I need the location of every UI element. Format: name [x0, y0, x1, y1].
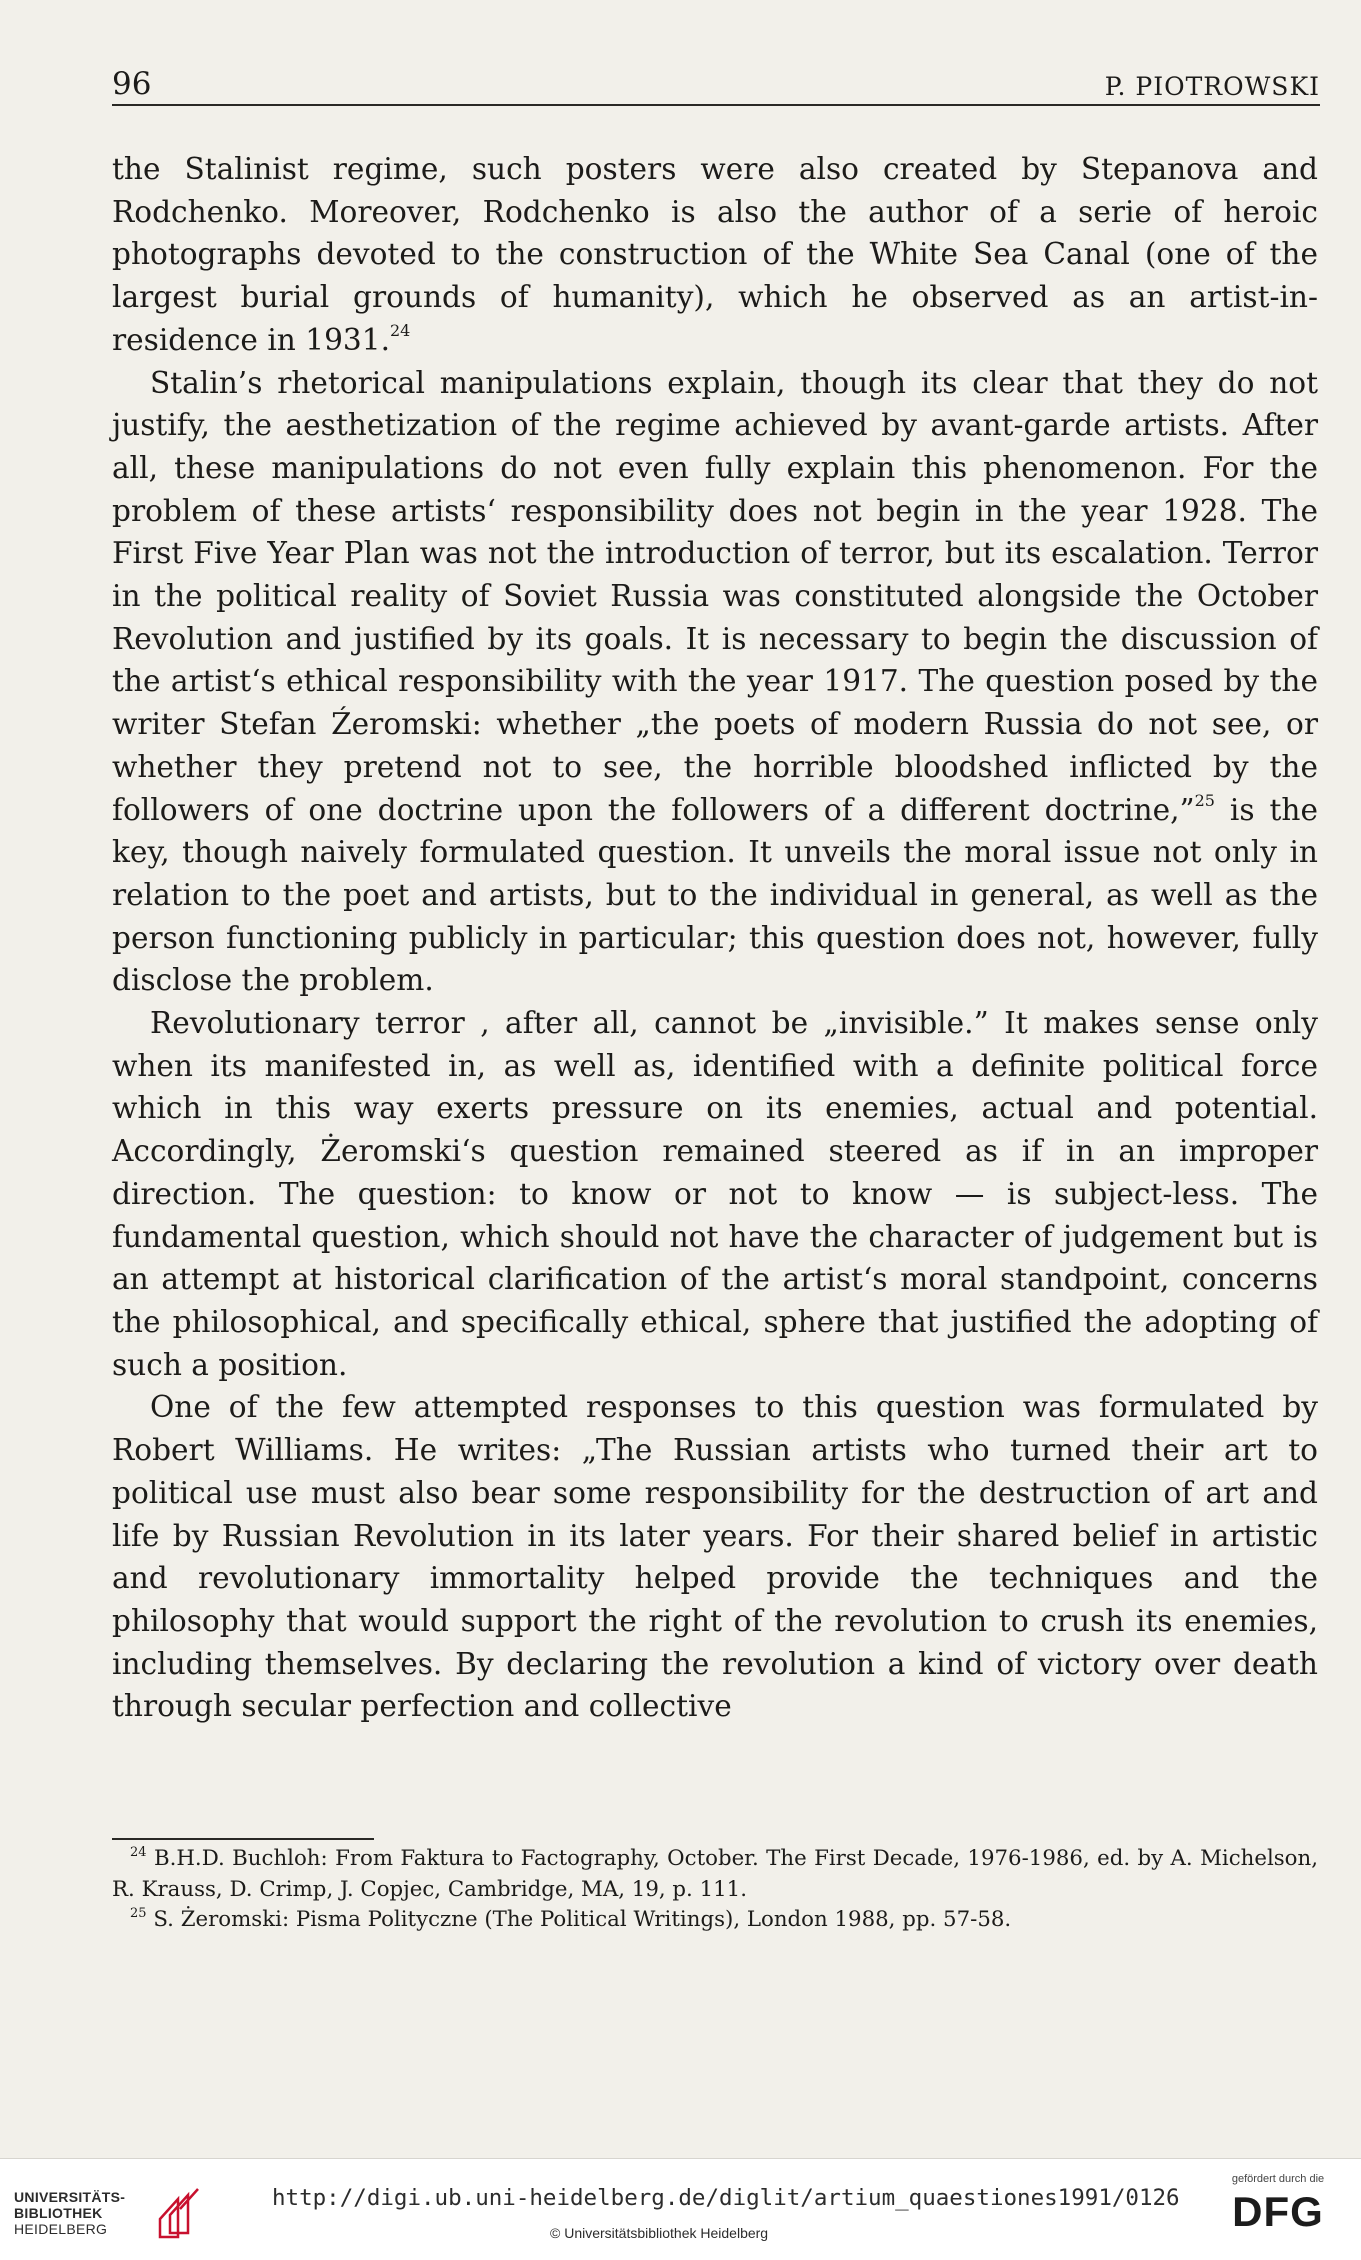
- viewer-footer: [0, 2158, 1361, 2260]
- funder-note: gefördert durch die: [1231, 2173, 1325, 2185]
- footnote-text: B.H.D. Buchloh: From Faktura to Factography, October. The First Decade, 1976-1986, ed. by A. Michelson, R. Krauss, D. Crimp, J. Copjec, Cambridge, MA, 19, p. 111.: [112, 1846, 1318, 1902]
- page-header: [112, 66, 1320, 106]
- footnote-text: S. Żeromski: Pisma Polityczne (The Political Writings), London 1988, pp. 57-58.: [153, 1907, 1012, 1932]
- body-text: [112, 148, 1318, 1728]
- page-number: 96: [112, 66, 152, 102]
- library-logo[interactable]: [14, 2189, 194, 2249]
- footnote-24: [112, 1844, 1318, 1905]
- paragraph-2: Stalin’s rhetorical manipulations explain, though its clear that they do not justify, the aesthetization of the regime achieved by avant-garde artists. After all, these manipulations do not even fully explain this phenomenon. For the problem of these artists‘ responsibility does not begin in the year 1928. The First Five Year Plan was not the introduction of terror, but its escalation. Terror in the political reality of Soviet Russia was constituted alongside the October Revolution and justified by its goals. It is necessary to begin the discussion of the artist‘s ethical responsibility with the year 1917. The question posed by the writer Stefan Źeromski: whether „the poets of modern Russia do not see, or whether they pretend not to see, the horrible bloodshed inflicted by the followers of one doctrine upon the followers of a different doctrine,”$^{25}$ is the key, though naively formulated question. It unveils the moral issue not only in relation to the poet and artists, but to the individual in general, as well as the person functioning publicly in particular; this question does not, however, fully disclose the problem.: [112, 365, 1318, 998]
- paragraph-4: One of the few attempted responses to this question was formulated by Robert Williams. He writes: „The Russian artists who turned their art to political use must also bear some responsibility for the destruction of art and life by Russian Revolution in its later years. For their shared belief in artistic and revolutionary immortality helped provide the techniques and the philosophy that would support the right of the revolution to crush its enemies, including themselves. By declaring the revolution a kind of victory over death through secular perfection and collective: [112, 1390, 1318, 1724]
- footnote-ref-25[interactable]: 25: [1194, 790, 1215, 810]
- dfg-wordmark: DFG: [1232, 2188, 1324, 2235]
- running-head: P. PIOTROWSKI: [1104, 72, 1320, 101]
- footnote-ref-24[interactable]: 24: [389, 320, 411, 340]
- permalink-url[interactable]: http://digi.ub.uni-heidelberg.de/diglit/artium_quaestiones1991/0126: [272, 2185, 1180, 2211]
- library-mark-icon: [154, 2185, 204, 2245]
- header-rule: [112, 104, 1320, 106]
- footnote-number: 25: [130, 1906, 147, 1921]
- library-name-line-3: HEIDELBERG: [14, 2221, 108, 2237]
- paragraph-1: the Stalinist regime, such posters were also created by Stepanova and Rodchenko. Moreover, Rodchenko is also the author of a serie of heroic photographs devoted to the construction of the White Sea Canal (one of the largest burial grounds of humanity), which he observed as an artist-in-residence in 1931.24: [112, 152, 1318, 357]
- paragraph-3: Revolutionary terror , after all, cannot be „invisible.” It makes sense only when its manifested in, as well as, identified with a definite political force which in this way exerts pressure on its enemies, actual and potential. Accordingly, Żeromski‘s question remained steered as if in an improper direction. The question: to know or not to know — is subject-less. The fundamental question, which should not have the character of judgement but is an attempt at historical clarification of the artist‘s moral standpoint, concerns the philosophical, and specifically ethical, sphere that justified the adopting of such a position.: [112, 1006, 1318, 1382]
- copyright-notice: © Universitätsbibliothek Heidelberg: [550, 2225, 769, 2241]
- footnote-25: [112, 1905, 1318, 1936]
- footnote-rule: [112, 1838, 374, 1840]
- footnote-number: 24: [130, 1845, 147, 1860]
- dfg-logo[interactable]: [1208, 2173, 1348, 2253]
- library-name-line-2: BIBLIOTHEK: [14, 2205, 103, 2221]
- footnotes: [112, 1844, 1318, 1936]
- library-name-line-1: UNIVERSITÄTS-: [14, 2189, 126, 2205]
